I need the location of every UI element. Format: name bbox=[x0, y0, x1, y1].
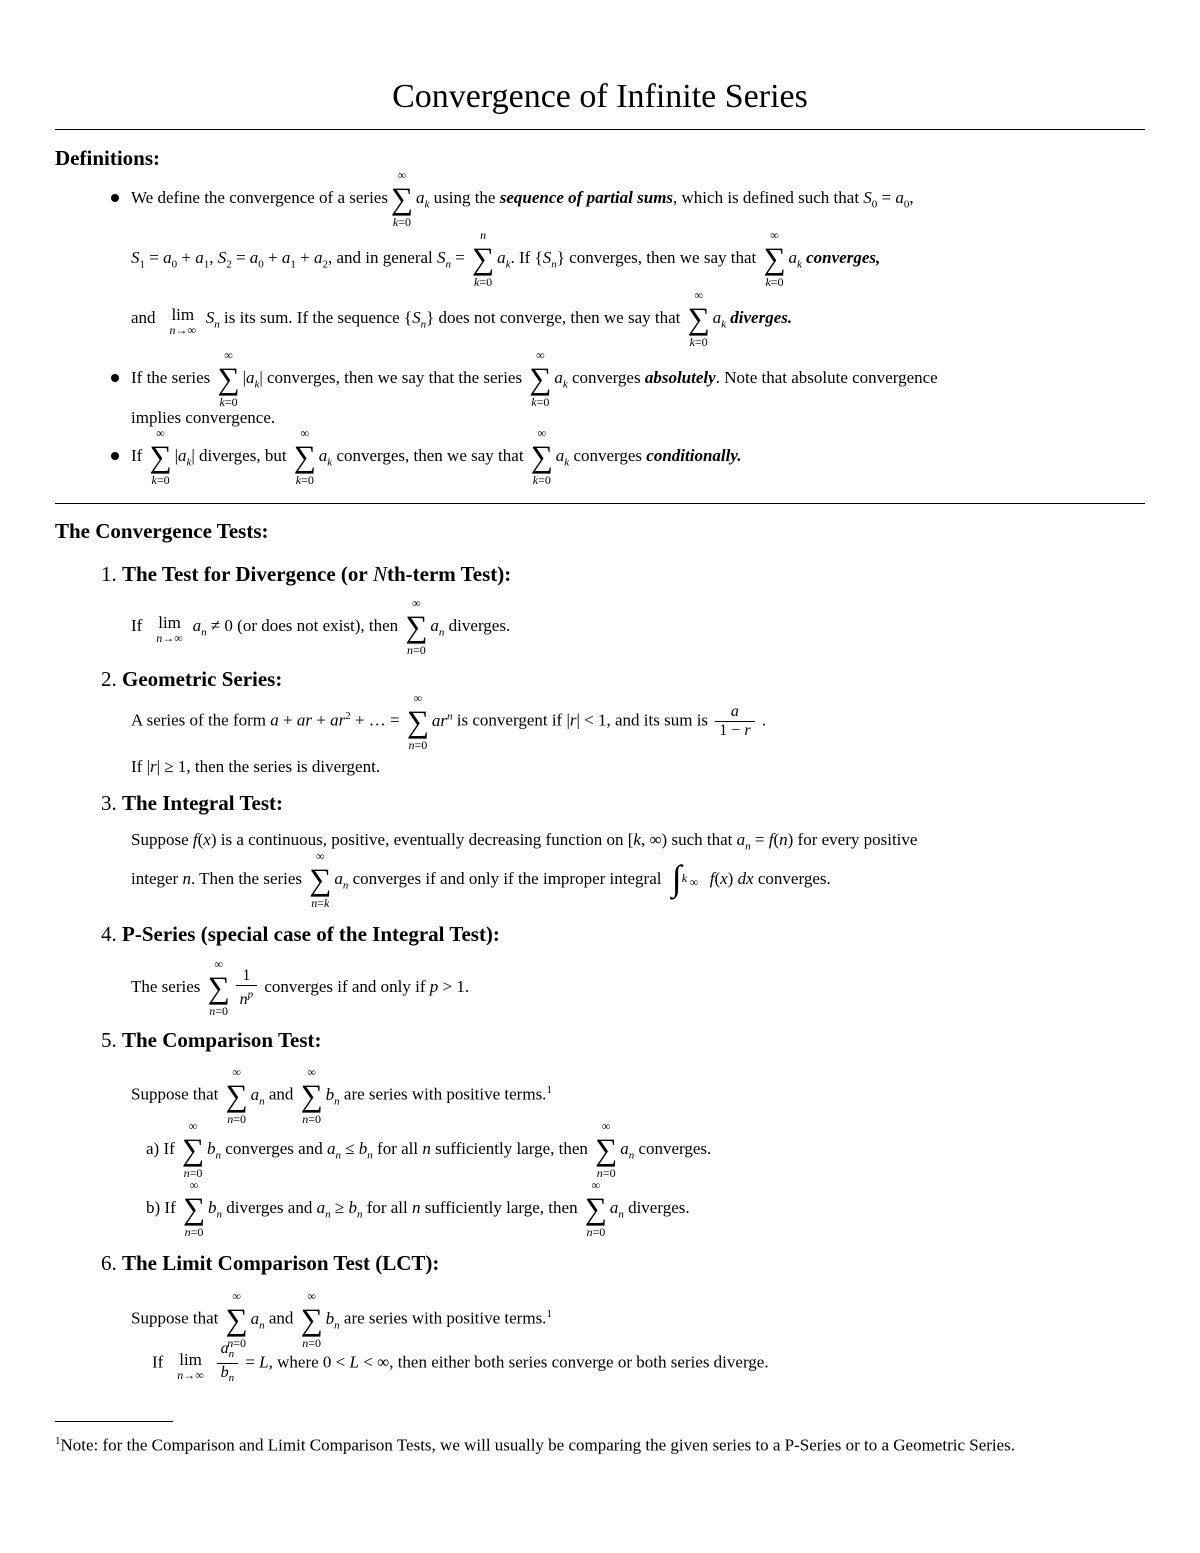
sum-symbol: ∞ ∑ n=0 bbox=[406, 690, 429, 752]
sum-symbol: ∞ ∑ n=0 bbox=[300, 1288, 323, 1350]
test-4-body: The series ∞ ∑ n=0 $\frac{1}{n^p}$ converges if and only if p > 1. bbox=[131, 957, 470, 1019]
bullet bbox=[111, 194, 119, 202]
sum-symbol: ∞ ∑ n=0 bbox=[182, 1178, 206, 1240]
sum-symbol: ∞ ∑ k=0 bbox=[217, 348, 240, 410]
test-3-line-2: integer n. Then the series ∞ ∑ n=k $a_n$ converges if and only if the improper integral ∞ ∫ k f(x) dx converges. bbox=[131, 849, 831, 911]
sum-symbol: ∞ ∑ k=0 bbox=[293, 426, 316, 488]
footnote-divider bbox=[55, 1421, 173, 1422]
page-title: Convergence of Infinite Series bbox=[392, 78, 808, 115]
sum-symbol: ∞ ∑ k=0 bbox=[390, 168, 414, 230]
sum-symbol: ∞ ∑ k=0 bbox=[149, 426, 172, 488]
bullet bbox=[111, 452, 119, 460]
limit-symbol: lim n→∞ bbox=[169, 305, 197, 338]
test-4-heading: 4. P-Series (special case of the Integral Test): bbox=[101, 922, 500, 946]
bullet bbox=[111, 374, 119, 382]
integral-symbol: ∞ ∫ k bbox=[671, 858, 699, 899]
sum-symbol: ∞ ∑ k=0 bbox=[529, 348, 552, 410]
tests-heading: The Convergence Tests: bbox=[55, 519, 269, 543]
sum-symbol: ∞ ∑ n=0 bbox=[584, 1178, 607, 1240]
test-5-item-a: a) If ∞ ∑ n=0 $b_n$ converges and $a_n \le b_n$ for all n sufficiently large, then ∞ ∑ n=0 $a_n$ converges. bbox=[146, 1119, 712, 1181]
test-5-item-b: b) If ∞ ∑ n=0 $b_n$ diverges and $a_n \ge b_n$ for all n sufficiently large, then ∞ ∑ n=0 $a_n$ diverges. bbox=[146, 1178, 690, 1240]
sum-symbol: n ∑ k=0 bbox=[472, 228, 495, 290]
definition-3: If ∞ ∑ k=0 $|a_k|$ diverges, but ∞ ∑ k=0 $a_k$ converges, then we say that ∞ ∑ k=0 $a_k$ converges conditionally. bbox=[131, 426, 742, 488]
definition-1-line-1: We define the convergence of a series ∞ ∑ k=0 $a_k$ using the sequence of partial sums, which is defined such that $S_0 = a_0$, bbox=[131, 168, 914, 230]
limit-symbol: lim n→∞ bbox=[177, 1349, 204, 1382]
test-1-body: If lim n→∞ $a_n \ne 0$ (or does not exist), then ∞ ∑ n=0 $a_n$ diverges. bbox=[131, 596, 511, 658]
test-2-heading: 2. Geometric Series: bbox=[101, 667, 283, 691]
definition-1-line-2: $S_1 = a_0 + a_1$, $S_2 = a_0 + a_1 + a_2$, and in general $S_n$ = n ∑ k=0 $a_k$. If $\{S_n\}$ converges, then we say that ∞ ∑ k=0 $a_k$ converges, bbox=[131, 228, 881, 290]
test-3-line-1: Suppose f(x) is a continuous, positive, eventually decreasing function on [k, ∞) such that $a_n = f(n)$ for every positive bbox=[131, 830, 918, 853]
definition-2-line-2: implies convergence. bbox=[131, 408, 276, 427]
limit-symbol: lim n→∞ bbox=[156, 613, 183, 646]
definitions-heading: Definitions: bbox=[55, 146, 160, 170]
middle-divider bbox=[55, 503, 1145, 504]
sum-symbol: ∞ ∑ n=0 bbox=[181, 1119, 205, 1181]
sum-symbol: ∞ ∑ n=0 bbox=[595, 1119, 618, 1181]
test-6-body: Suppose that ∞ ∑ n=0 $a_n$ and ∞ ∑ n=0 $b_n$ are series with positive terms.$^1$ bbox=[131, 1288, 552, 1350]
sum-symbol: ∞ ∑ n=k bbox=[309, 849, 332, 911]
sum-symbol: ∞ ∑ k=0 bbox=[530, 426, 553, 488]
test-1-heading: 1. The Test for Divergence (or Nth-term Test): bbox=[101, 562, 512, 586]
test-6-condition: If lim n→∞ $\frac{a_n}{b_n}$ = L, where 0 < L < ∞, then either both series converge or both series diverge. bbox=[152, 1340, 769, 1384]
test-5-heading: 5. The Comparison Test: bbox=[101, 1028, 322, 1052]
sum-symbol: ∞ ∑ n=0 bbox=[207, 957, 230, 1019]
sum-symbol: ∞ ∑ k=0 bbox=[763, 228, 786, 290]
sum-symbol: ∞ ∑ n=0 bbox=[405, 596, 428, 658]
test-5-body: Suppose that ∞ ∑ n=0 $a_n$ and ∞ ∑ n=0 $b_n$ are series with positive terms.$^1$ bbox=[131, 1064, 552, 1126]
test-3-heading: 3. The Integral Test: bbox=[101, 791, 284, 815]
top-divider bbox=[55, 129, 1145, 130]
fraction: $\frac{a}{1 - r}$ bbox=[715, 703, 754, 740]
sum-symbol: ∞ ∑ n=0 bbox=[300, 1064, 323, 1126]
footnote-ref: 1 bbox=[546, 1084, 552, 1096]
fraction: $\frac{a_n}{b_n}$ bbox=[217, 1340, 239, 1387]
sum-symbol: ∞ ∑ n=0 bbox=[225, 1288, 248, 1350]
sum-symbol: ∞ ∑ k=0 bbox=[687, 288, 710, 350]
test-2-body: A series of the form a + ar + $ar^2$ + … = ∞ ∑ n=0 $ar^n$ is convergent if |r| < 1, and its sum is $\frac{a}{1 - r}$ . bbox=[131, 690, 767, 752]
fraction: $\frac{1}{n^p}$ bbox=[236, 967, 258, 1009]
test-2-divergent: If |r| ≥ 1, then the series is divergent. bbox=[131, 757, 381, 776]
footnote-ref: 1 bbox=[546, 1308, 552, 1320]
test-6-heading: 6. The Limit Comparison Test (LCT): bbox=[101, 1251, 440, 1275]
footnote: $^1$Note: for the Comparison and Limit Comparison Tests, we will usually be comparing the given series to a P-Series or to a Geometric Series. bbox=[55, 1435, 1016, 1455]
sum-symbol: ∞ ∑ n=0 bbox=[225, 1064, 248, 1126]
definition-2-line-1: If the series ∞ ∑ k=0 $|a_k|$ converges, then we say that the series ∞ ∑ k=0 $a_k$ converges absolutely. Note that absolute convergence bbox=[131, 348, 938, 410]
definition-1-line-3: and lim n→∞ $S_n$ is its sum. If the sequence $\{S_n\}$ does not converge, then we say that ∞ ∑ k=0 $a_k$ diverges. bbox=[131, 288, 793, 350]
